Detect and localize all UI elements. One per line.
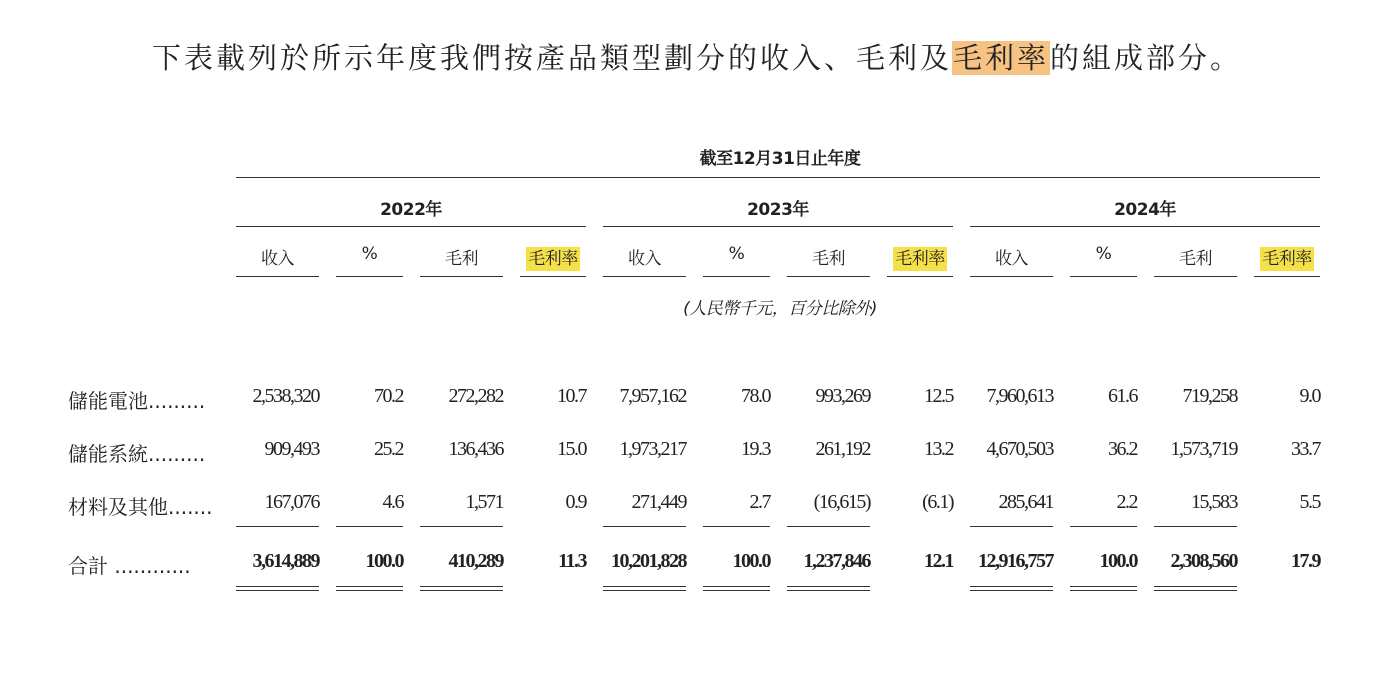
units-note: (人民幣千元，百分比除外) [683, 299, 877, 319]
subtotal-rule [420, 526, 503, 527]
column-rule [236, 276, 319, 277]
table-cell: (16,615) [813, 491, 870, 513]
total-cell: 17.9 [1291, 550, 1320, 572]
table-cell: 285,641 [998, 491, 1053, 513]
column-rule [603, 276, 686, 277]
top-rule [236, 177, 1320, 178]
subtotal-rule [787, 526, 870, 527]
total-cell: 100.0 [365, 550, 403, 572]
table-cell: 271,449 [631, 491, 686, 513]
total-double-rule [970, 586, 1053, 591]
total-cell: 100.0 [732, 550, 770, 572]
subtotal-rule [1070, 526, 1137, 527]
column-label: % [1095, 244, 1112, 264]
column-header [1254, 244, 1320, 269]
table-cell: 2.2 [1116, 491, 1137, 513]
total-double-rule [1154, 586, 1237, 591]
column-label-highlight: 毛利率 [528, 249, 578, 269]
table-cell: 9.0 [1299, 385, 1320, 407]
intro-text: 下表載列於所示年度我們按產品類型劃分的收入、毛利及 [152, 41, 953, 75]
total-label: 合計 ............ [68, 554, 191, 578]
table-cell: 272,282 [448, 385, 503, 407]
column-label: 毛利 [445, 249, 478, 269]
total-double-rule [703, 586, 770, 591]
column-header [887, 244, 953, 269]
table-cell: 167,076 [264, 491, 319, 513]
row-label: 儲能電池......... [68, 389, 206, 413]
total-cell: 3,614,889 [252, 550, 319, 572]
table-cell: 15,583 [1191, 491, 1237, 513]
row-label: 儲能系統......... [68, 442, 206, 466]
year-rule [603, 226, 953, 227]
column-rule [787, 276, 870, 277]
subtotal-rule [970, 526, 1053, 527]
column-label: 收入 [261, 249, 294, 269]
subtotal-rule [703, 526, 770, 527]
subtotal-rule [1154, 526, 1237, 527]
total-double-rule [420, 586, 503, 591]
column-label: % [728, 244, 745, 264]
total-double-rule [787, 586, 870, 591]
column-header [336, 244, 403, 264]
total-cell: 410,289 [448, 550, 503, 572]
column-label: 收入 [628, 249, 661, 269]
table-cell: 1,571 [465, 491, 503, 513]
column-header [603, 244, 686, 269]
table-cell: 1,573,719 [1170, 438, 1237, 460]
total-cell: 10,201,828 [611, 550, 686, 572]
column-rule [703, 276, 770, 277]
table-cell: 993,269 [815, 385, 870, 407]
period-header: 截至12月31日止年度 [699, 149, 861, 169]
column-header [520, 244, 586, 269]
table-cell: 1,973,217 [619, 438, 686, 460]
row-label: 材料及其他....... [68, 495, 213, 519]
column-label-highlight: 毛利率 [895, 249, 945, 269]
column-rule [1254, 276, 1320, 277]
table-cell: 909,493 [264, 438, 319, 460]
table-cell: 4,670,503 [986, 438, 1053, 460]
subtotal-rule [336, 526, 403, 527]
table-cell: 136,436 [448, 438, 503, 460]
table-cell: 10.7 [557, 385, 586, 407]
column-header [787, 244, 870, 269]
table-cell: 5.5 [1299, 491, 1320, 513]
table-cell: 4.6 [382, 491, 403, 513]
total-cell: 12,916,757 [978, 550, 1053, 572]
column-rule [420, 276, 503, 277]
table-cell: 7,957,162 [619, 385, 686, 407]
table-cell: 12.5 [924, 385, 953, 407]
table-cell: 70.2 [374, 385, 403, 407]
year-header: 2024年 [1114, 200, 1176, 220]
column-header [236, 244, 319, 269]
intro-sentence [152, 36, 1372, 80]
total-double-rule [236, 586, 319, 591]
column-rule [520, 276, 586, 277]
table-cell: 78.0 [741, 385, 770, 407]
total-double-rule [336, 586, 403, 591]
table-cell: 0.9 [565, 491, 586, 513]
table-cell: 261,192 [815, 438, 870, 460]
subtotal-rule [236, 526, 319, 527]
column-header [420, 244, 503, 269]
table-cell: 2.7 [749, 491, 770, 513]
column-header [1070, 244, 1137, 264]
year-header: 2023年 [747, 200, 809, 220]
total-cell: 2,308,560 [1170, 550, 1237, 572]
table-cell: 13.2 [924, 438, 953, 460]
subtotal-rule [603, 526, 686, 527]
total-cell: 12.1 [924, 550, 953, 572]
column-label: 收入 [995, 249, 1028, 269]
table-cell: 15.0 [557, 438, 586, 460]
table-cell: 19.3 [741, 438, 770, 460]
table-cell: 36.2 [1108, 438, 1137, 460]
column-rule [336, 276, 403, 277]
column-rule [1070, 276, 1137, 277]
column-label-highlight: 毛利率 [1262, 249, 1312, 269]
column-rule [970, 276, 1053, 277]
total-cell: 11.3 [558, 550, 586, 572]
column-label: 毛利 [812, 249, 845, 269]
table-cell: 719,258 [1182, 385, 1237, 407]
year-rule [236, 226, 586, 227]
table-cell: 2,538,320 [252, 385, 319, 407]
column-label: % [361, 244, 378, 264]
table-cell: 33.7 [1291, 438, 1320, 460]
total-cell: 1,237,846 [803, 550, 870, 572]
column-rule [1154, 276, 1237, 277]
column-label: 毛利 [1179, 249, 1212, 269]
intro-text-end: 的組成部分。 [1050, 41, 1243, 75]
column-header [970, 244, 1053, 269]
table-cell: 61.6 [1108, 385, 1137, 407]
table-cell: (6.1) [922, 491, 953, 513]
total-cell: 100.0 [1099, 550, 1137, 572]
column-rule [887, 276, 953, 277]
table-cell: 7,960,613 [986, 385, 1053, 407]
intro-highlight: 毛利率 [953, 41, 1050, 75]
year-header: 2022年 [380, 200, 442, 220]
column-header [1154, 244, 1237, 269]
table-cell: 25.2 [374, 438, 403, 460]
total-double-rule [603, 586, 686, 591]
column-header [703, 244, 770, 264]
total-double-rule [1070, 586, 1137, 591]
year-rule [970, 226, 1320, 227]
